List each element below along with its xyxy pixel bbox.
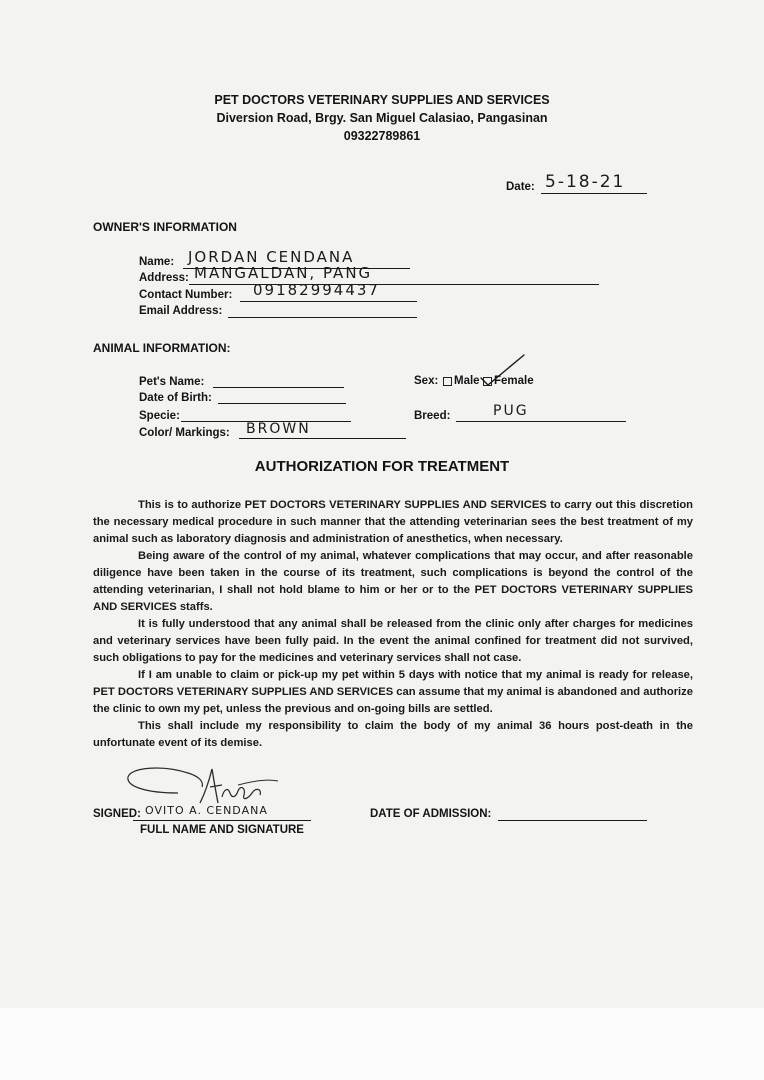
date-value[interactable]: 5-18-21 [545, 172, 626, 192]
page-bottom-margin [0, 1008, 764, 1080]
owner-section-title: OWNER'S INFORMATION [93, 220, 237, 234]
admission-date-line [498, 820, 647, 821]
color-markings-value[interactable]: BROWN [246, 421, 311, 437]
authorization-paragraph-5: This shall include my responsibility to claim the body of my animal 36 hours post-death in the unfortunate event of its demise. [93, 720, 693, 749]
breed-label: Breed: [414, 410, 451, 422]
date-line [541, 193, 647, 194]
owner-address-value[interactable]: MANGALDAN, PANG [194, 264, 373, 282]
signed-line [133, 820, 311, 821]
contact-number-label: Contact Number: [139, 289, 233, 301]
female-checkmark-icon [478, 352, 528, 388]
dob-line [218, 403, 346, 404]
color-markings-label: Color/ Markings: [139, 427, 230, 439]
authorization-paragraph-2: Being aware of the control of my animal, whatever complications that may occur, and after reasonable diligence have been taken in the course of its treatment, such complications is beyond the control of the attending veterinarian, I shall not hold blame to him or her or to the PET DOCTORS VETERINARY SUPPLIES AND SERVICES staffs. [93, 550, 693, 613]
authorization-paragraph-3: It is fully understood that any animal shall be released from the clinic only after charges for medicines and veterinary services have been fully paid. In the event the animal confined for treatment did not survived, such obligations to pay for the medicines and veterinary services shall not case. [93, 618, 693, 664]
contact-number-line [240, 301, 417, 302]
animal-section-title: ANIMAL INFORMATION: [93, 341, 231, 355]
email-label: Email Address: [139, 305, 223, 317]
contact-number-value[interactable]: 09182994437 [253, 281, 380, 299]
owner-address-line [189, 284, 599, 285]
pet-name-line [213, 387, 344, 388]
sex-label: Sex: [414, 375, 439, 387]
breed-value[interactable]: PUG [493, 403, 529, 419]
owner-name-value[interactable]: JORDAN CENDANA [188, 248, 355, 266]
sex-female-label: Female [494, 375, 534, 387]
business-phone: 09322789861 [343, 129, 421, 143]
sex-male-checkbox[interactable] [443, 377, 452, 386]
authorization-paragraph-1: This is to authorize PET DOCTORS VETERINARY SUPPLIES AND SERVICES to carry out this discretion the necessary medical procedure in such manner that the attending veterinarian sees the best treatment of my animal such as laboratory diagnosis and administration of anesthetics, when necessary. [93, 499, 693, 545]
authorization-paragraph-4: If I am unable to claim or pick-up my pet within 5 days with notice that my animal is ready for release, PET DOCTORS VETERINARY SUPPLIES AND SERVICES can assume that my animal is abandoned and authorize the clinic to own my pet, unless the previous and on-going bills are settled. [93, 669, 693, 715]
breed-line [456, 421, 626, 422]
owner-name-label: Name: [139, 256, 175, 268]
specie-label: Specie: [139, 410, 180, 422]
admission-date-label: DATE OF ADMISSION: [370, 808, 492, 820]
date-label: Date: [506, 181, 535, 193]
dob-label: Date of Birth: [139, 392, 212, 404]
authorization-title: AUTHORIZATION FOR TREATMENT [254, 458, 510, 475]
signature-caption: FULL NAME AND SIGNATURE [140, 824, 304, 836]
sex-male-label: Male [454, 375, 480, 387]
pet-name-label: Pet's Name: [139, 376, 205, 388]
business-name: PET DOCTORS VETERINARY SUPPLIES AND SERVICES [214, 93, 550, 107]
owner-address-label: Address: [139, 272, 189, 284]
business-address: Diversion Road, Brgy. San Miguel Calasiao, Pangasinan [216, 111, 548, 125]
signed-name-value[interactable]: OVITO A. CENDANA [145, 804, 268, 817]
signed-label: SIGNED: [93, 808, 141, 820]
email-line [228, 317, 417, 318]
color-markings-line [239, 438, 406, 439]
